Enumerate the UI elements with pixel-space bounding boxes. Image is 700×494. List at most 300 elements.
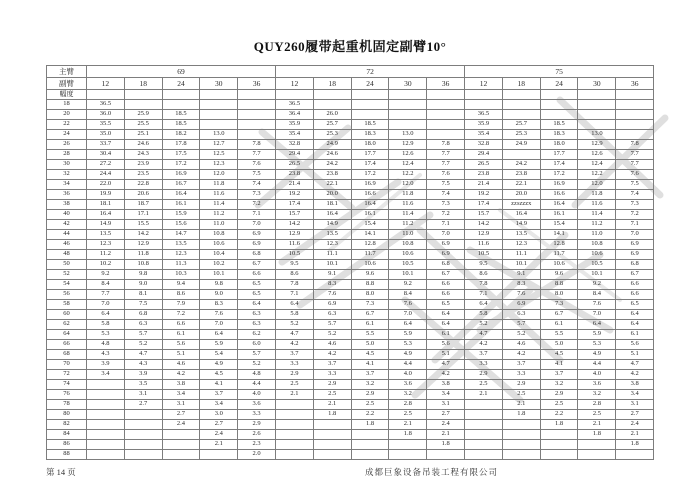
capacity-cell: 2.3 (238, 440, 276, 450)
capacity-cell: 7.9 (162, 300, 200, 310)
capacity-cell: 11.7 (351, 250, 389, 260)
capacity-cell: 3.7 (200, 390, 238, 400)
capacity-cell (87, 430, 125, 440)
capacity-cell: 9.6 (351, 270, 389, 280)
capacity-cell (124, 420, 162, 430)
capacity-cell: 7.3 (427, 200, 465, 210)
capacity-cell: 15.4 (540, 220, 578, 230)
capacity-cell: 6.3 (124, 320, 162, 330)
capacity-cell: 4.1 (540, 360, 578, 370)
table-row (47, 450, 654, 460)
capacity-cell (238, 110, 276, 120)
capacity-cell (502, 110, 540, 120)
capacity-cell (616, 130, 654, 140)
capacity-cell: 20.6 (124, 190, 162, 200)
capacity-cell: 25.3 (502, 130, 540, 140)
capacity-cell: 15.5 (124, 220, 162, 230)
capacity-cell: 16.1 (540, 210, 578, 220)
table-row (47, 390, 654, 400)
radius-cell: 20 (47, 110, 87, 120)
capacity-cell: 15.6 (162, 220, 200, 230)
jib-row (47, 78, 654, 90)
capacity-cell: 4.2 (276, 340, 314, 350)
capacity-cell: 17.1 (124, 210, 162, 220)
table-row (47, 380, 654, 390)
capacity-cell: 9.1 (313, 270, 351, 280)
capacity-cell: 10.6 (389, 250, 427, 260)
capacity-cell: 2.1 (313, 400, 351, 410)
capacity-cell (540, 440, 578, 450)
capacity-cell: 9.4 (162, 280, 200, 290)
capacity-cell (540, 450, 578, 460)
capacity-cell: 15.9 (162, 210, 200, 220)
capacity-cell: 18.3 (351, 130, 389, 140)
table-row (47, 150, 654, 160)
capacity-cell: 8.8 (351, 280, 389, 290)
radius-cell: 86 (47, 440, 87, 450)
capacity-cell: 3.4 (162, 390, 200, 400)
capacity-cell: 10.1 (389, 270, 427, 280)
capacity-cell: 12.3 (87, 240, 125, 250)
capacity-cell: 26.5 (276, 160, 314, 170)
capacity-cell: 2.0 (238, 450, 276, 460)
capacity-cell (540, 110, 578, 120)
capacity-cell: 5.8 (87, 320, 125, 330)
capacity-cell: 7.7 (616, 150, 654, 160)
table-row (47, 270, 654, 280)
table-row (47, 160, 654, 170)
capacity-cell: 12.2 (578, 170, 616, 180)
capacity-cell (616, 110, 654, 120)
capacity-cell: 5.1 (616, 350, 654, 360)
capacity-cell: 6.3 (238, 320, 276, 330)
capacity-cell: 2.4 (616, 420, 654, 430)
capacity-cell (162, 100, 200, 110)
capacity-cell: 2.1 (427, 430, 465, 440)
capacity-cell (427, 100, 465, 110)
capacity-cell: 3.7 (502, 360, 540, 370)
capacity-cell (578, 450, 616, 460)
table-row (47, 130, 654, 140)
capacity-cell (465, 450, 503, 460)
jib-cell: 24 (540, 78, 578, 90)
capacity-cell: 11.6 (200, 190, 238, 200)
capacity-cell: 3.2 (578, 390, 616, 400)
capacity-cell (427, 130, 465, 140)
capacity-cell (87, 400, 125, 410)
table-row (47, 420, 654, 430)
capacity-cell: 16.4 (87, 210, 125, 220)
capacity-cell: 35.5 (87, 120, 125, 130)
capacity-cell: 2.9 (276, 370, 314, 380)
capacity-cell: 12.3 (200, 160, 238, 170)
capacity-cell: 4.4 (389, 360, 427, 370)
radius-cell: 52 (47, 270, 87, 280)
capacity-cell: 7.5 (238, 170, 276, 180)
table-row (47, 170, 654, 180)
capacity-cell (502, 450, 540, 460)
capacity-cell: 7.0 (427, 230, 465, 240)
capacity-cell: 7.8 (238, 140, 276, 150)
capacity-cell: 3.1 (427, 400, 465, 410)
capacity-cell: 12.9 (276, 230, 314, 240)
capacity-cell: 17.4 (540, 160, 578, 170)
capacity-cell: 7.0 (200, 320, 238, 330)
capacity-cell: 35.4 (276, 130, 314, 140)
capacity-cell (200, 100, 238, 110)
capacity-cell: 1.8 (313, 410, 351, 420)
capacity-cell: 4.7 (124, 350, 162, 360)
capacity-cell: 16.1 (162, 200, 200, 210)
capacity-cell: 12.3 (313, 240, 351, 250)
table-row (47, 120, 654, 130)
capacity-cell: 18.1 (87, 200, 125, 210)
radius-cell: 44 (47, 230, 87, 240)
capacity-cell: 8.0 (540, 290, 578, 300)
capacity-cell: 4.0 (578, 370, 616, 380)
capacity-cell: 4.1 (351, 360, 389, 370)
capacity-cell: 6.6 (427, 290, 465, 300)
jib-cell: 30 (200, 78, 238, 90)
capacity-cell: 36.5 (87, 100, 125, 110)
capacity-cell: 18.5 (162, 110, 200, 120)
capacity-cell: 6.7 (238, 260, 276, 270)
capacity-cell: 11.8 (200, 180, 238, 190)
capacity-cell: 1.8 (427, 440, 465, 450)
radius-cell: 68 (47, 350, 87, 360)
capacity-cell (389, 100, 427, 110)
capacity-cell: 7.7 (616, 160, 654, 170)
capacity-cell (427, 450, 465, 460)
capacity-cell: 6.3 (313, 310, 351, 320)
capacity-cell: 3.1 (162, 400, 200, 410)
capacity-cell: 7.3 (238, 190, 276, 200)
capacity-cell: 12.7 (200, 140, 238, 150)
radius-cell: 32 (47, 170, 87, 180)
capacity-cell: 11.4 (578, 210, 616, 220)
capacity-cell: 3.4 (200, 400, 238, 410)
capacity-cell: 7.7 (427, 160, 465, 170)
capacity-cell: 21.4 (276, 180, 314, 190)
capacity-cell: 18.5 (540, 120, 578, 130)
capacity-cell: 3.4 (87, 370, 125, 380)
capacity-cell: 7.0 (389, 310, 427, 320)
capacity-cell: 10.8 (200, 230, 238, 240)
capacity-cell: 2.2 (540, 410, 578, 420)
capacity-cell: 10.6 (540, 260, 578, 270)
capacity-cell: 5.6 (427, 340, 465, 350)
capacity-cell: 13.0 (389, 130, 427, 140)
capacity-cell: 17.5 (162, 150, 200, 160)
capacity-cell: 6.9 (427, 240, 465, 250)
boom-group-75: 75 (465, 66, 654, 78)
radius-cell: 36 (47, 190, 87, 200)
capacity-cell: 12.0 (200, 170, 238, 180)
table-row (47, 370, 654, 380)
capacity-cell: 6.5 (427, 300, 465, 310)
table-row (47, 180, 654, 190)
capacity-cell: 5.2 (276, 320, 314, 330)
capacity-cell (238, 120, 276, 130)
capacity-cell (313, 100, 351, 110)
capacity-cell: 24.2 (313, 160, 351, 170)
capacity-cell: 7.2 (427, 210, 465, 220)
capacity-cell: 5.9 (578, 330, 616, 340)
capacity-cell: 10.2 (87, 260, 125, 270)
table-row (47, 300, 654, 310)
capacity-cell: 3.2 (351, 380, 389, 390)
capacity-cell: 14.2 (465, 220, 503, 230)
capacity-cell: 6.6 (616, 280, 654, 290)
capacity-cell: 10.1 (502, 260, 540, 270)
capacity-cell: 6.1 (427, 330, 465, 340)
capacity-cell: 6.0 (238, 340, 276, 350)
capacity-cell: 11.6 (465, 240, 503, 250)
capacity-cell: 7.6 (616, 170, 654, 180)
capacity-cell: 5.8 (276, 310, 314, 320)
capacity-cell: 14.1 (351, 230, 389, 240)
capacity-cell: 23.8 (465, 170, 503, 180)
capacity-cell: 7.1 (427, 220, 465, 230)
capacity-cell: 1.8 (540, 420, 578, 430)
capacity-cell: 2.7 (162, 410, 200, 420)
capacity-cell: 11.8 (578, 190, 616, 200)
capacity-cell: 7.6 (578, 300, 616, 310)
capacity-cell (87, 440, 125, 450)
capacity-cell: 2.1 (200, 440, 238, 450)
radius-cell: 66 (47, 340, 87, 350)
capacity-cell (276, 420, 314, 430)
capacity-cell: 2.4 (162, 420, 200, 430)
capacity-cell: 9.2 (87, 270, 125, 280)
capacity-cell: 12.0 (578, 180, 616, 190)
radius-cell: 28 (47, 150, 87, 160)
capacity-cell: 7.2 (616, 210, 654, 220)
capacity-cell: 11.1 (502, 250, 540, 260)
capacity-cell: 6.9 (616, 240, 654, 250)
capacity-cell: 3.7 (540, 370, 578, 380)
capacity-cell: 4.2 (427, 370, 465, 380)
radius-cell: 50 (47, 260, 87, 270)
capacity-cell: 7.8 (276, 280, 314, 290)
jib-cell: 30 (578, 78, 616, 90)
capacity-cell: 9.6 (540, 270, 578, 280)
capacity-cell: 7.1 (465, 290, 503, 300)
capacity-cell: 5.2 (238, 360, 276, 370)
table-header (47, 66, 654, 100)
capacity-cell: 11.4 (389, 210, 427, 220)
capacity-cell: 9.1 (502, 270, 540, 280)
table-row (47, 220, 654, 230)
capacity-cell: 12.2 (389, 170, 427, 180)
jib-cell: 18 (124, 78, 162, 90)
capacity-cell: 12.9 (465, 230, 503, 240)
capacity-cell: 9.5 (276, 260, 314, 270)
capacity-cell: 7.5 (616, 180, 654, 190)
capacity-cell: 11.3 (162, 260, 200, 270)
capacity-cell (427, 120, 465, 130)
capacity-cell: 24.6 (124, 140, 162, 150)
jib-cell: 12 (276, 78, 314, 90)
table-row (47, 140, 654, 150)
capacity-cell: 14.9 (502, 220, 540, 230)
capacity-cell: 25.3 (313, 130, 351, 140)
capacity-cell: 6.8 (124, 310, 162, 320)
capacity-cell: 14.2 (124, 230, 162, 240)
capacity-cell: 6.4 (427, 320, 465, 330)
capacity-cell (502, 420, 540, 430)
main-boom-label: 主臂 (47, 66, 87, 78)
capacity-cell: 10.6 (351, 260, 389, 270)
capacity-cell: 2.7 (427, 410, 465, 420)
capacity-cell: 11.0 (389, 230, 427, 240)
capacity-cell: 23.8 (313, 170, 351, 180)
capacity-cell: 4.7 (427, 360, 465, 370)
capacity-cell: 5.2 (313, 330, 351, 340)
capacity-cell: 12.4 (389, 160, 427, 170)
capacity-cell: 6.4 (238, 300, 276, 310)
capacity-cell (389, 450, 427, 460)
capacity-cell: 6.6 (616, 290, 654, 300)
table-row (47, 260, 654, 270)
capacity-cell: 6.9 (427, 250, 465, 260)
capacity-cell (578, 120, 616, 130)
capacity-cell: 4.5 (200, 370, 238, 380)
capacity-cell: 4.0 (389, 370, 427, 380)
capacity-cell: 6.1 (351, 320, 389, 330)
table-row (47, 360, 654, 370)
capacity-cell: 6.9 (238, 230, 276, 240)
capacity-cell: 5.7 (313, 320, 351, 330)
capacity-cell (465, 430, 503, 440)
capacity-cell (465, 400, 503, 410)
capacity-cell: 2.6 (238, 430, 276, 440)
capacity-cell: 7.0 (616, 230, 654, 240)
capacity-cell: 13.0 (578, 130, 616, 140)
capacity-cell: 3.2 (389, 390, 427, 400)
capacity-cell (351, 110, 389, 120)
capacity-cell: 25.7 (502, 120, 540, 130)
table-row (47, 110, 654, 120)
capacity-cell: 2.5 (578, 410, 616, 420)
table-row (47, 290, 654, 300)
table-row (47, 400, 654, 410)
capacity-cell: 4.7 (276, 330, 314, 340)
capacity-cell: 11.8 (124, 250, 162, 260)
capacity-cell (389, 110, 427, 120)
capacity-cell: 14.9 (87, 220, 125, 230)
capacity-cell: 5.1 (162, 350, 200, 360)
capacity-cell: 8.3 (313, 280, 351, 290)
capacity-cell: 6.8 (238, 250, 276, 260)
capacity-cell: 20.0 (502, 190, 540, 200)
capacity-cell (162, 430, 200, 440)
capacity-cell: 18.5 (162, 120, 200, 130)
capacity-cell: 5.0 (351, 340, 389, 350)
capacity-cell: 7.1 (276, 290, 314, 300)
radius-cell: 54 (47, 280, 87, 290)
capacity-cell: 11.2 (389, 220, 427, 230)
capacity-cell (578, 110, 616, 120)
capacity-cell: 7.4 (238, 180, 276, 190)
capacity-cell: 5.2 (502, 330, 540, 340)
capacity-cell: 4.7 (465, 330, 503, 340)
capacity-cell: 2.5 (389, 410, 427, 420)
capacity-cell: 8.4 (389, 290, 427, 300)
capacity-cell: 6.5 (238, 280, 276, 290)
capacity-cell: 5.3 (389, 340, 427, 350)
capacity-cell: 3.2 (540, 380, 578, 390)
capacity-cell: 12.3 (162, 250, 200, 260)
capacity-cell: 22.1 (313, 180, 351, 190)
capacity-cell: 4.4 (578, 360, 616, 370)
capacity-cell: 6.7 (616, 270, 654, 280)
capacity-cell: 8.4 (578, 290, 616, 300)
capacity-cell: 10.4 (200, 250, 238, 260)
capacity-cell: 12.9 (389, 140, 427, 150)
capacity-cell (465, 440, 503, 450)
radius-cell: 62 (47, 320, 87, 330)
capacity-cell: 8.3 (502, 280, 540, 290)
main-boom-row (47, 66, 654, 78)
capacity-cell: 2.9 (502, 380, 540, 390)
capacity-cell (200, 120, 238, 130)
capacity-cell: 5.2 (124, 340, 162, 350)
capacity-cell (162, 450, 200, 460)
capacity-cell: 6.9 (616, 250, 654, 260)
capacity-cell (351, 450, 389, 460)
capacity-cell: 17.2 (540, 170, 578, 180)
capacity-cell: 5.3 (87, 330, 125, 340)
capacity-cell: 7.3 (616, 200, 654, 210)
capacity-cell (465, 100, 503, 110)
boom-group-72: 72 (276, 66, 465, 78)
capacity-cell: 7.6 (238, 160, 276, 170)
capacity-cell: 8.1 (124, 290, 162, 300)
capacity-cell: 30.4 (87, 150, 125, 160)
capacity-cell: 6.9 (313, 300, 351, 310)
capacity-cell: 10.5 (389, 260, 427, 270)
capacity-cell: 11.2 (87, 250, 125, 260)
capacity-cell: 15.7 (276, 210, 314, 220)
capacity-cell: 4.2 (502, 350, 540, 360)
capacity-cell (351, 100, 389, 110)
capacity-cell: 4.4 (238, 380, 276, 390)
jib-cell: 30 (389, 78, 427, 90)
radius-cell: 60 (47, 310, 87, 320)
radius-cell: 74 (47, 380, 87, 390)
capacity-cell (540, 430, 578, 440)
capacity-cell: 7.5 (124, 300, 162, 310)
radius-cell: 58 (47, 300, 87, 310)
capacity-cell: 3.6 (578, 380, 616, 390)
capacity-cell: 2.5 (502, 390, 540, 400)
capacity-cell: 7.1 (238, 210, 276, 220)
capacity-cell (87, 420, 125, 430)
capacity-cell (351, 430, 389, 440)
capacity-cell: 6.7 (427, 270, 465, 280)
capacity-cell: 9.8 (124, 270, 162, 280)
capacity-cell: 17.4 (276, 200, 314, 210)
capacity-cell: 3.8 (427, 380, 465, 390)
capacity-cell: 10.5 (276, 250, 314, 260)
capacity-cell: 3.5 (124, 380, 162, 390)
capacity-cell: 2.9 (313, 380, 351, 390)
capacity-cell: 13.5 (162, 240, 200, 250)
radius-header-row (47, 90, 654, 100)
capacity-cell: zzszzzx (502, 200, 540, 210)
capacity-cell (276, 400, 314, 410)
